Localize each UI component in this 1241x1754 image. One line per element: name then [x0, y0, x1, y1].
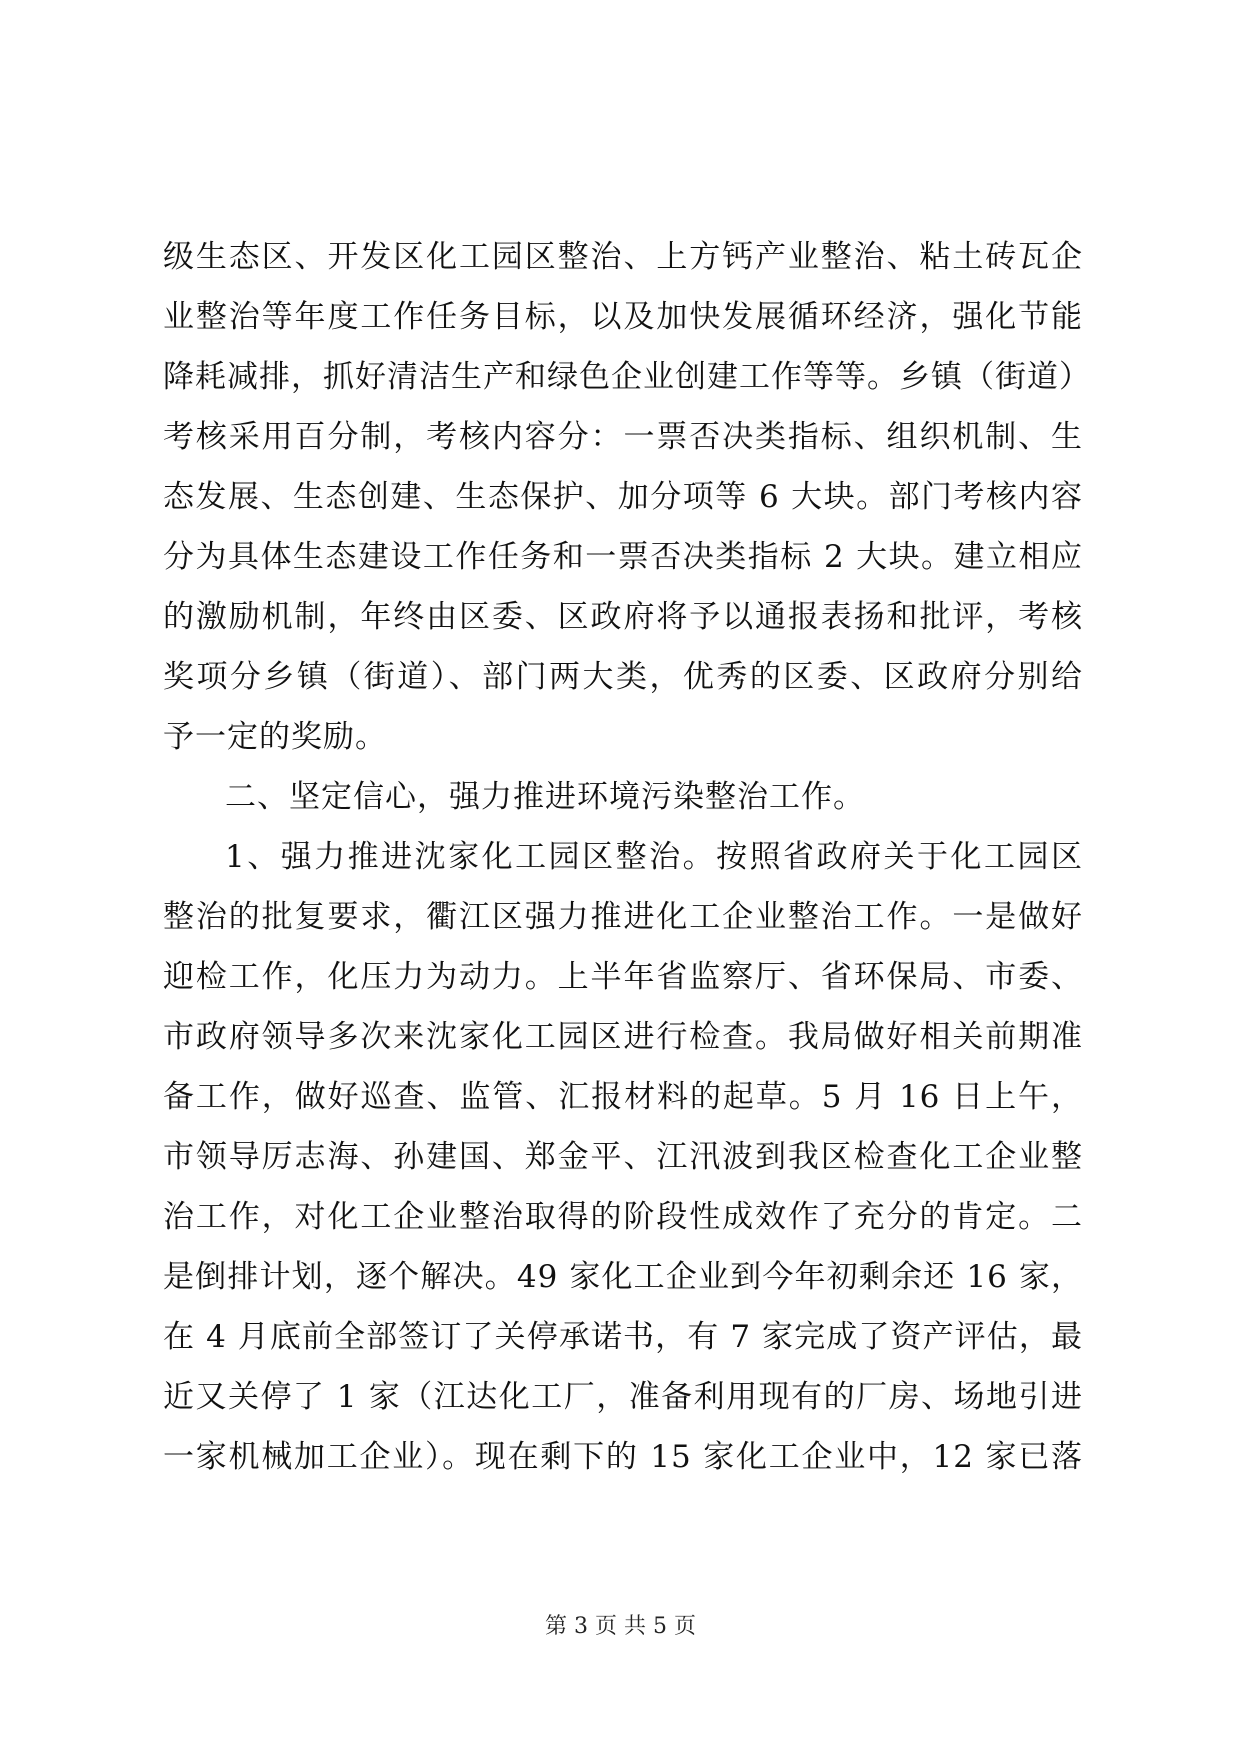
section-heading: 二、坚定信心，强力推进环境污染整治工作。 [225, 779, 865, 815]
text-line: 备工作，做好巡查、监管、汇报材料的起草。5 月 16 日上午， [163, 1079, 1083, 1115]
text-line: 奖项分乡镇（街道）、部门两大类，优秀的区委、区政府分别给 [163, 659, 1083, 695]
text-line: 市领导厉志海、孙建国、郑金平、江汛波到我区检查化工企业整 [163, 1139, 1083, 1175]
text-line: 态发展、生态创建、生态保护、加分项等 6 大块。部门考核内容 [163, 479, 1083, 515]
body-text [163, 227, 1091, 1487]
text-line: 降耗减排，抓好清洁生产和绿色企业创建工作等等。乡镇（街道） [163, 359, 1091, 395]
text-line: 一家机械加工企业）。现在剩下的 15 家化工企业中，12 家已落 [163, 1439, 1083, 1475]
text-line: 考核采用百分制，考核内容分：一票否决类指标、组织机制、生 [163, 419, 1083, 455]
text-line: 的激励机制，年终由区委、区政府将予以通报表扬和批评，考核 [163, 599, 1083, 635]
page-footer: 第 3 页 共 5 页 [545, 1614, 696, 1639]
text-line: 迎检工作，化压力为动力。上半年省监察厅、省环保局、市委、 [163, 959, 1083, 995]
text-line: 市政府领导多次来沈家化工园区进行检查。我局做好相关前期准 [163, 1019, 1083, 1055]
text-line: 1、强力推进沈家化工园区整治。按照省政府关于化工园区 [225, 839, 1083, 875]
text-line: 整治的批复要求，衢江区强力推进化工企业整治工作。一是做好 [163, 899, 1083, 935]
text-line: 分为具体生态建设工作任务和一票否决类指标 2 大块。建立相应 [163, 539, 1083, 575]
text-line: 予一定的奖励。 [163, 719, 387, 755]
text-line: 治工作，对化工企业整治取得的阶段性成效作了充分的肯定。二 [163, 1199, 1083, 1235]
text-line: 在 4 月底前全部签订了关停承诺书，有 7 家完成了资产评估，最 [163, 1319, 1083, 1355]
text-line: 近又关停了 1 家（江达化工厂，准备利用现有的厂房、场地引进 [163, 1379, 1083, 1415]
text-line: 业整治等年度工作任务目标，以及加快发展循环经济，强化节能 [163, 299, 1083, 335]
text-line: 是倒排计划，逐个解决。49 家化工企业到今年初剩余还 16 家， [163, 1259, 1083, 1295]
text-line: 级生态区、开发区化工园区整治、上方钙产业整治、粘土砖瓦企 [163, 239, 1083, 275]
